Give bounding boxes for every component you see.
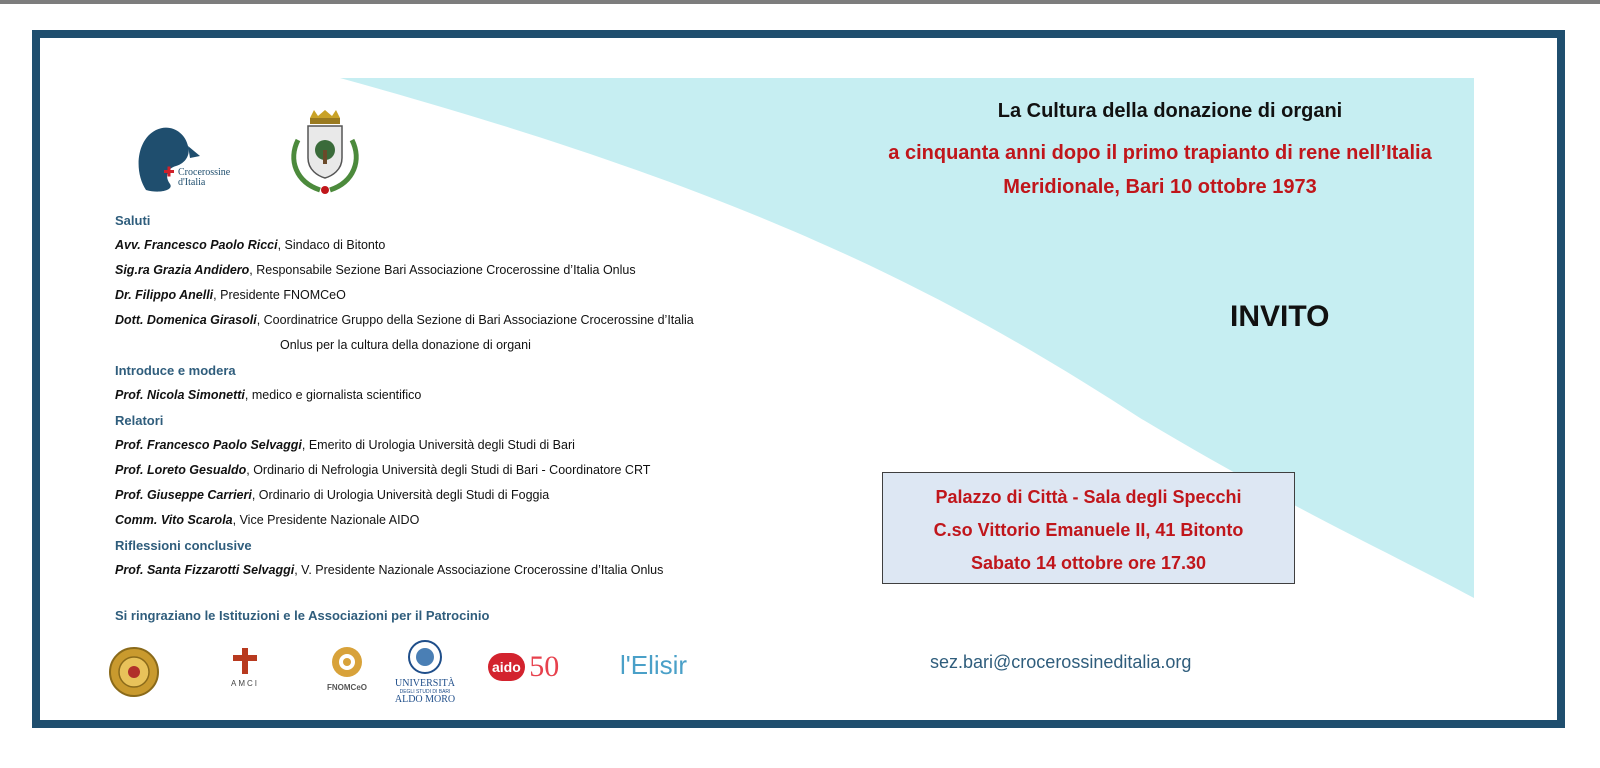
speakers-heading: Relatori	[115, 413, 164, 428]
saluti-heading: Saluti	[115, 213, 151, 228]
venue-place: Palazzo di Città - Sala degli Specchi	[935, 487, 1242, 507]
thanks-text: Si ringraziano le Istituzioni e le Associazioni per il Patrocinio	[115, 608, 490, 623]
crocerossine-logo-line1: Crocerossine	[178, 167, 231, 178]
speaker-name: Prof. Giuseppe Carrieri	[115, 488, 252, 502]
speaker-item	[115, 483, 835, 508]
speaker-item	[115, 458, 835, 483]
speaker-item	[115, 433, 835, 458]
uniba-logo-line2: DEGLI STUDI DI BARI	[399, 689, 451, 695]
fnomceo-emblem-icon	[331, 646, 363, 678]
event-subtitle	[810, 136, 1510, 204]
venue-datetime: Sabato 14 ottobre ore 17.30	[970, 553, 1207, 573]
speaker-role: , Ordinario di Urologia Università degli Studi di Foggia	[251, 488, 550, 502]
saluti-item	[115, 283, 835, 308]
partner-logo-amci	[200, 648, 290, 688]
speaker-role: , V. Presidente Nazionale Associazione Crocerossine d’Italia Onlus	[294, 563, 664, 577]
venue-box	[882, 472, 1295, 584]
speaker-role: , Emerito di Urologia Università degli Studi di Bari	[301, 438, 575, 452]
speaker-role: , Coordinatrice Gruppo della Sezione di Bari Associazione Crocerossine d’Italia	[256, 313, 694, 327]
amci-logo-text: AMCI	[231, 679, 259, 688]
saluti-continuation: Onlus per la cultura della donazione di organi	[280, 338, 531, 352]
speaker-role: , Presidente FNOMCeO	[213, 288, 346, 302]
moderator-item	[115, 383, 835, 408]
speaker-name: Avv. Francesco Paolo Ricci	[115, 238, 278, 252]
amci-cross-icon	[230, 648, 260, 674]
event-subtitle-line2: Meridionale, Bari 10 ottobre 1973	[1003, 176, 1317, 198]
speaker-name: Dott. Domenica Girasoli	[115, 313, 257, 327]
closing-heading: Riflessioni conclusive	[115, 538, 252, 553]
contact-email: sez.bari@crocerossineditalia.org	[930, 652, 1192, 672]
crocerossine-logo	[130, 120, 250, 202]
saluti-item	[115, 258, 835, 283]
speaker-item	[115, 508, 835, 533]
speaker-role: , Vice Presidente Nazionale AIDO	[232, 513, 420, 527]
speaker-name: Dr. Filippo Anelli	[115, 288, 214, 302]
event-title: La Cultura della donazione di organi	[997, 100, 1343, 122]
invito-label: INVITO	[1230, 300, 1330, 333]
fnomceo-logo-text: FNOMCeO	[327, 683, 367, 692]
bitonto-coat-of-arms	[280, 110, 370, 200]
partner-logo-elisir: l'Elisir	[620, 650, 688, 680]
program-section	[115, 208, 835, 583]
partner-logo-fnomceo	[312, 646, 382, 692]
uniba-logo-line1: UNIVERSITÀ	[395, 678, 455, 689]
speaker-role: , medico e giornalista scientifico	[244, 388, 422, 402]
uniba-logo-line3: ALDO MORO	[394, 694, 456, 705]
crocerossine-logo-text	[178, 168, 230, 188]
saluti-item	[115, 308, 835, 333]
venue-address: C.so Vittorio Emanuele II, 41 Bitonto	[933, 520, 1244, 540]
moderator-heading: Introduce e modera	[115, 363, 236, 378]
aido-50-mark: 50	[529, 650, 560, 683]
top-edge-line	[0, 0, 1600, 4]
crocerossine-logo-line2: d'Italia	[178, 177, 206, 188]
closing-item	[115, 558, 835, 583]
speaker-name: Sig.ra Grazia Andidero	[115, 263, 250, 277]
partner-logo-aido	[488, 650, 583, 686]
speaker-role: , Responsabile Sezione Bari Associazione Crocerossine d’Italia Onlus	[249, 263, 636, 277]
speaker-name: Prof. Francesco Paolo Selvaggi	[115, 438, 302, 452]
speaker-name: Prof. Loreto Gesualdo	[115, 463, 247, 477]
event-subtitle-line1: a cinquanta anni dopo il primo trapianto di rene nell’Italia	[888, 142, 1432, 164]
invitation-card	[32, 30, 1565, 728]
aido-badge: aido	[488, 653, 525, 681]
speaker-role: , Ordinario di Nefrologia Università degli Studi di Bari - Coordinatore CRT	[246, 463, 651, 477]
speaker-name: Comm. Vito Scarola	[115, 513, 233, 527]
speaker-role: , Sindaco di Bitonto	[277, 238, 386, 252]
saluti-item	[115, 233, 835, 258]
speaker-name: Prof. Santa Fizzarotti Selvaggi	[115, 563, 295, 577]
speaker-name: Prof. Nicola Simonetti	[115, 388, 245, 402]
uniba-seal-icon	[408, 640, 442, 674]
partner-logo-uniba	[385, 640, 465, 705]
partner-logo-round-seal	[108, 646, 160, 698]
